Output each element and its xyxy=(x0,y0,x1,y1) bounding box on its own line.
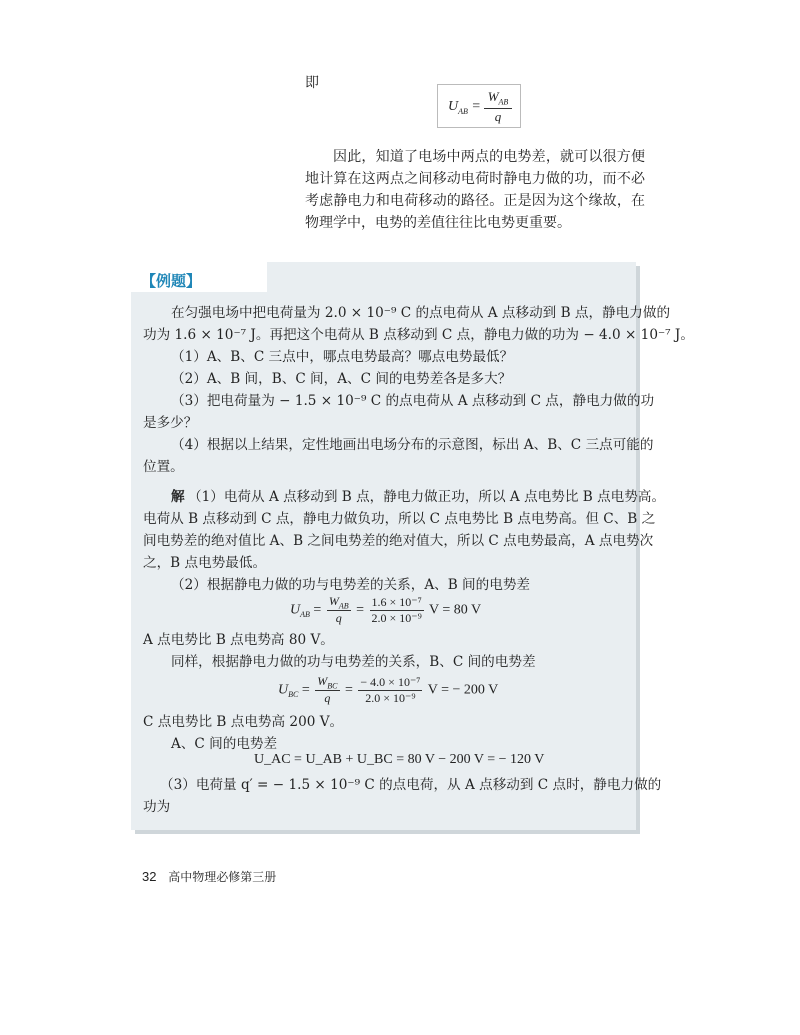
problem-line: 功为 1.6 × 10⁻⁷ J。再把这个电荷从 B 点移动到 C 点，静电力做的功为 − 4.0 × 10⁻⁷ J。 xyxy=(143,327,694,343)
problem-line: （2）A、B 间，B、C 间，A、C 间的电势差各是多大？ xyxy=(171,371,512,387)
solution-line: 之，B 点电势最低。 xyxy=(143,555,267,571)
solution-line: 间电势差的绝对值比 A、B 之间电势差的绝对值大，所以 C 点电势最高，A 点电势次 xyxy=(143,533,654,549)
book-title: 高中物理必修第三册 xyxy=(168,870,277,884)
solution-line: （1）电荷从 A 点移动到 B 点，静电力做正功，所以 A 点电势比 B 点电势高。 xyxy=(188,489,666,505)
solution-line: A 点电势比 B 点电势高 80 V。 xyxy=(143,632,334,648)
intro-paragraph: 因此，知道了电场中两点的电势差，就可以很方便地计算在这两点之间移动电荷时静电力做的功，而不必考虑静电力和电荷移动的路径。正是因为这个缘故，在物理学中，电势的差值往往比电势更重要。 xyxy=(305,149,645,231)
formula-uab-box xyxy=(437,84,521,128)
equation-uab: $U_{AB}$ = $W_{AB}$ q = $\frac{\text{1.6 × 10⁻⁷}}{\text{2.0 × 10⁻⁹}}$ V = 80 V xyxy=(290,594,482,626)
solution-line: A、C 间的电势差 xyxy=(171,736,278,752)
formula-fraction: $W_{AB}$ q xyxy=(484,89,512,125)
page-number: 32 xyxy=(142,869,157,884)
page-footer xyxy=(142,868,276,885)
problem-line: （3）把电荷量为 − 1.5 × 10⁻⁹ C 的点电荷从 A 点移动到 C 点，静电力做的功 xyxy=(171,393,655,409)
problem-line: 在匀强电场中把电荷量为 2.0 × 10⁻⁹ C 的点电荷从 A 点移动到 B 点，静电力做的 xyxy=(171,305,671,321)
equation-uac: U_AC = U_AB + U_BC = 80 V − 200 V = − 120 V xyxy=(254,752,545,767)
solution-label: 解 xyxy=(171,489,185,505)
formula-lhs: $U_{AB}$ = xyxy=(448,99,481,116)
solution-line: 同样，根据静电力做的功与电势差的关系，B、C 间的电势差 xyxy=(171,654,536,670)
solution-line: C 点电势比 B 点电势高 200 V。 xyxy=(143,714,344,730)
equation-ubc: $U_{BC}$ = $W_{BC}$ q = $\frac{\text{− 4.0 × 10⁻⁷}}{\text{2.0 × 10⁻⁹}}$ V = − 200 V xyxy=(278,674,499,706)
solution-line: 电荷从 B 点移动到 C 点，静电力做负功，所以 C 点电势比 B 点电势高。但 C、B 之 xyxy=(143,511,656,527)
ji-label: 即 xyxy=(305,75,319,91)
solution-line: （3）电荷量 q′ = − 1.5 × 10⁻⁹ C 的点电荷，从 A 点移动到 C 点时，静电力做的 xyxy=(160,777,662,793)
solution-line: （2）根据静电力做的功与电势差的关系，A、B 间的电势差 xyxy=(171,577,531,593)
problem-line: 是多少？ xyxy=(143,415,198,431)
example-title: 【例题】 xyxy=(141,272,202,290)
problem-line: 位置。 xyxy=(143,459,184,475)
problem-line: （4）根据以上结果，定性地画出电场分布的示意图，标出 A、B、C 三点可能的 xyxy=(171,437,654,453)
solution-line: 功为 xyxy=(143,799,171,815)
problem-line: （1）A、B、C 三点中，哪点电势最高？哪点电势最低？ xyxy=(171,349,514,365)
